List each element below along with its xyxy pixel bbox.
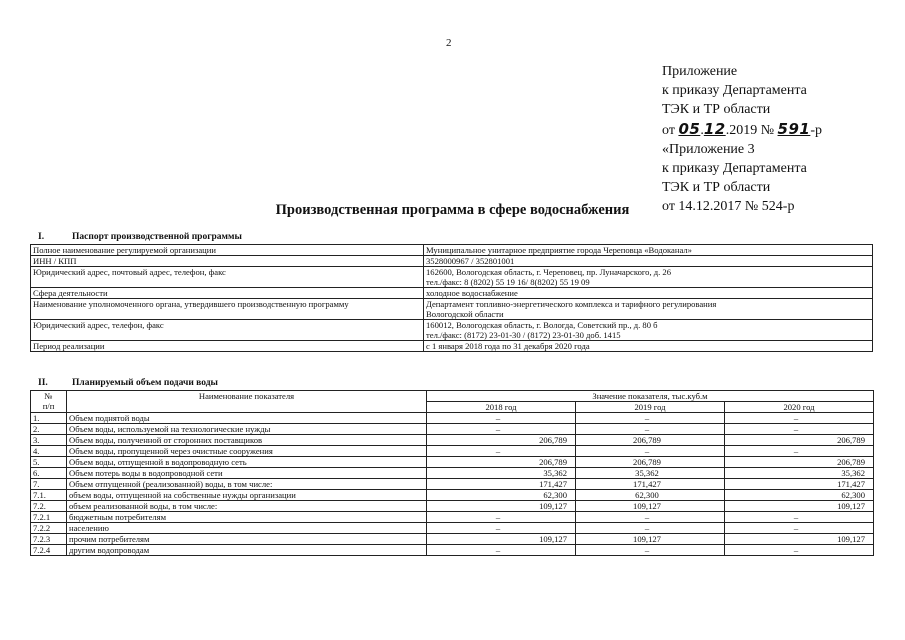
passport-value-line: Вологодской области xyxy=(426,309,504,319)
passport-row xyxy=(31,288,873,299)
indicator-value: – xyxy=(427,424,576,435)
passport-value xyxy=(424,267,873,288)
row-number: 7.2.1 xyxy=(31,512,67,523)
indicator-name: Объем поднятой воды xyxy=(67,413,427,424)
volume-row xyxy=(31,501,874,512)
indicator-value: – xyxy=(576,446,725,457)
passport-value-line: Департамент топливно-энергетического комплекса и тарифного регулирования xyxy=(426,299,717,309)
indicator-value: – xyxy=(427,446,576,457)
header-values: Значение показателя, тыс.куб.м xyxy=(427,391,874,402)
indicator-value: – xyxy=(427,545,576,556)
row-number: 6. xyxy=(31,468,67,479)
volume-row xyxy=(31,468,874,479)
appendix-line: Приложение xyxy=(662,64,738,79)
indicator-value: 35,362 xyxy=(725,468,874,479)
indicator-name: населению xyxy=(67,523,427,534)
indicator-value: 171,427 xyxy=(427,479,576,490)
order-suffix: -р xyxy=(810,122,823,138)
passport-label: Наименование уполномоченного органа, утвердившего производственную программу xyxy=(31,299,424,320)
order-month-handwritten: 12 xyxy=(703,119,726,138)
passport-row xyxy=(31,299,873,320)
indicator-value: 35,362 xyxy=(576,468,725,479)
volume-row xyxy=(31,490,874,501)
passport-row xyxy=(31,341,873,352)
passport-value-line: с 1 января 2018 года по 31 декабря 2020 года xyxy=(426,341,590,351)
indicator-value: 109,127 xyxy=(576,534,725,545)
section-2-title xyxy=(38,378,218,388)
header-year: 2019 год xyxy=(576,402,725,413)
volume-row xyxy=(31,523,874,534)
passport-label: Период реализации xyxy=(31,341,424,352)
indicator-value: – xyxy=(427,523,576,534)
indicator-value: 206,789 xyxy=(576,435,725,446)
indicator-value: 109,127 xyxy=(725,534,874,545)
indicator-value: – xyxy=(725,413,874,424)
passport-value-line: 162600, Вологодская область, г. Череповец, пр. Луначарского, д. 26 xyxy=(426,267,672,277)
passport-value xyxy=(424,256,873,267)
indicator-name: объем воды, отпущенной на собственные нужды организации xyxy=(67,490,427,501)
indicator-value: – xyxy=(725,545,874,556)
passport-value xyxy=(424,320,873,341)
appendix-header xyxy=(662,62,822,217)
row-number: 1. xyxy=(31,413,67,424)
indicator-value: 171,427 xyxy=(576,479,725,490)
passport-label: Сфера деятельности xyxy=(31,288,424,299)
indicator-name: другим водопроводам xyxy=(67,545,427,556)
row-number: 7.2.3 xyxy=(31,534,67,545)
appendix-line: ТЭК и ТР области xyxy=(662,102,771,118)
volume-row xyxy=(31,512,874,523)
passport-row xyxy=(31,267,873,288)
indicator-name: Объем воды, используемой на технологические нужды xyxy=(67,424,427,435)
passport-value-line: тел./факс: (8172) 23-01-30 / (8172) 23-01-30 доб. 1415 xyxy=(426,330,621,340)
header-num-line: № xyxy=(44,391,53,401)
appendix-line: «Приложение 3 xyxy=(662,141,755,157)
passport-label: Полное наименование регулируемой организации xyxy=(31,245,424,256)
appendix-line: от 14.12.2017 № 524-р xyxy=(662,199,795,215)
indicator-value: – xyxy=(576,413,725,424)
row-number: 2. xyxy=(31,424,67,435)
indicator-name: Объем воды, полученной от сторонних поставщиков xyxy=(67,435,427,446)
passport-value-line: тел./факс: 8 (8202) 55 19 16/ 8(8202) 55 19 09 xyxy=(426,277,590,287)
section-1-title xyxy=(38,232,242,242)
indicator-value: 62,300 xyxy=(427,490,576,501)
header-num-line: п/п xyxy=(42,401,55,411)
appendix-line: к приказу Департамента xyxy=(662,161,807,177)
volume-row xyxy=(31,424,874,435)
row-number: 3. xyxy=(31,435,67,446)
appendix-order-line: от 05.12.2019 № 591-р xyxy=(662,119,823,138)
indicator-value: 206,789 xyxy=(576,457,725,468)
appendix-line: к приказу Департамента xyxy=(662,83,807,99)
row-number: 5. xyxy=(31,457,67,468)
passport-label: Юридический адрес, телефон, факс xyxy=(31,320,424,341)
volume-row xyxy=(31,446,874,457)
row-number: 7.2.4 xyxy=(31,545,67,556)
indicator-value: 62,300 xyxy=(725,490,874,501)
order-day-handwritten: 05 xyxy=(678,119,701,138)
indicator-value: 109,127 xyxy=(725,501,874,512)
document-title: Производственная программа в сфере водоснабжения xyxy=(275,202,630,218)
row-number: 7.1. xyxy=(31,490,67,501)
volume-row xyxy=(31,534,874,545)
indicator-name: прочим потребителям xyxy=(67,534,427,545)
indicator-name: Объем отпущенной (реализованной) воды, в том числе: xyxy=(67,479,427,490)
section-title-text: Паспорт производственной программы xyxy=(72,232,242,242)
indicator-value: – xyxy=(576,512,725,523)
indicator-value: – xyxy=(725,424,874,435)
page-number: 2 xyxy=(446,37,452,49)
section-title-text: Планируемый объем подачи воды xyxy=(72,378,218,388)
passport-value-line: 3528000967 / 352801001 xyxy=(426,256,515,266)
section-number: II. xyxy=(38,378,48,388)
indicator-value: 62,300 xyxy=(576,490,725,501)
volume-row xyxy=(31,479,874,490)
header-year: 2018 год xyxy=(427,402,576,413)
passport-value xyxy=(424,245,873,256)
indicator-value: 171,427 xyxy=(725,479,874,490)
volume-row xyxy=(31,457,874,468)
indicator-name: Объем воды, пропущенной через очистные сооружения xyxy=(67,446,427,457)
indicator-value: – xyxy=(725,446,874,457)
indicator-value: 35,362 xyxy=(427,468,576,479)
order-year: .2019 № xyxy=(725,122,778,138)
indicator-value: 206,789 xyxy=(725,435,874,446)
passport-table xyxy=(30,244,873,352)
order-prefix: от xyxy=(662,122,679,138)
row-number: 4. xyxy=(31,446,67,457)
indicator-value: 206,789 xyxy=(427,435,576,446)
indicator-value: 109,127 xyxy=(576,501,725,512)
indicator-value: 206,789 xyxy=(725,457,874,468)
passport-row xyxy=(31,320,873,341)
row-number: 7. xyxy=(31,479,67,490)
indicator-name: объем реализованной воды, в том числе: xyxy=(67,501,427,512)
passport-label: ИНН / КПП xyxy=(31,256,424,267)
indicator-value: 109,127 xyxy=(427,534,576,545)
passport-value-line: 160012, Вологодская область, г. Вологда, Советский пр., д. 80 б xyxy=(426,320,658,330)
indicator-value: – xyxy=(576,545,725,556)
row-number: 7.2.2 xyxy=(31,523,67,534)
water-volume-table xyxy=(30,390,874,556)
passport-row xyxy=(31,256,873,267)
indicator-value: 109,127 xyxy=(427,501,576,512)
indicator-name: бюджетным потребителям xyxy=(67,512,427,523)
header-year: 2020 год xyxy=(725,402,874,413)
passport-label: Юридический адрес, почтовый адрес, телефон, факс xyxy=(31,267,424,288)
indicator-value: – xyxy=(725,523,874,534)
header-num xyxy=(31,391,67,413)
order-number-handwritten: 591 xyxy=(777,119,811,138)
appendix-line: ТЭК и ТР области xyxy=(662,180,771,196)
passport-value xyxy=(424,341,873,352)
passport-row xyxy=(31,245,873,256)
indicator-name: Объем воды, отпущенной в водопроводную сеть xyxy=(67,457,427,468)
row-number: 7.2. xyxy=(31,501,67,512)
indicator-value: – xyxy=(576,523,725,534)
passport-value xyxy=(424,299,873,320)
indicator-value: – xyxy=(427,413,576,424)
indicator-value: 206,789 xyxy=(427,457,576,468)
volume-row xyxy=(31,545,874,556)
indicator-value: – xyxy=(427,512,576,523)
indicator-name: Объем потерь воды в водопроводной сети xyxy=(67,468,427,479)
passport-value xyxy=(424,288,873,299)
passport-value-line: холодное водоснабжение xyxy=(426,288,518,298)
header-name: Наименование показателя xyxy=(67,391,427,413)
indicator-value: – xyxy=(576,424,725,435)
volume-row xyxy=(31,435,874,446)
volume-row xyxy=(31,413,874,424)
passport-value-line: Муниципальное унитарное предприятие города Череповца «Водоканал» xyxy=(426,245,692,255)
section-number: I. xyxy=(38,232,45,242)
indicator-value: – xyxy=(725,512,874,523)
